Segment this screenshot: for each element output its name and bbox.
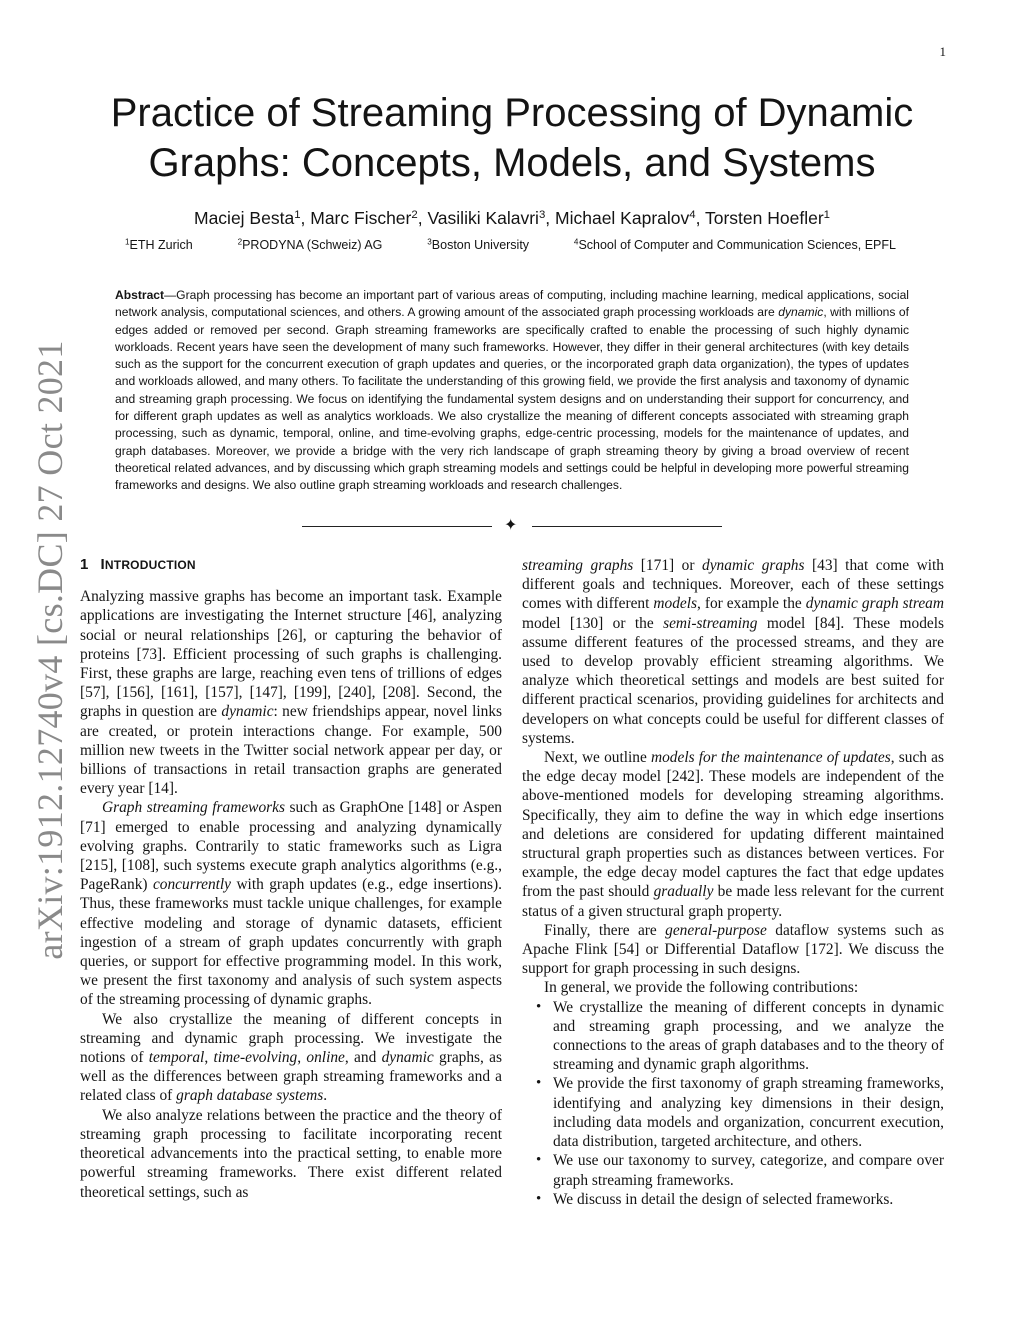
contribution-list bbox=[522, 998, 944, 1209]
text-run: , bbox=[297, 1049, 307, 1067]
text-run: Analyzing massive graphs has become an important task. Example applications are investigating the Internet structure [46], analyzing social or neural relationships [26], or capturing the behavior of proteins [73]. Efficient processing of such graphs is challenging. First, these graphs are large, reaching even tens of trillions of edges [57], [156], [161], [157], [147], [199], [240], [208]. Second, the graphs in question are bbox=[80, 588, 502, 721]
paper-title-line-2: Graphs: Concepts, Models, and Systems bbox=[148, 141, 876, 185]
author-name: Maciej Besta bbox=[194, 208, 295, 228]
emphasis: Graph streaming frameworks bbox=[102, 799, 285, 817]
text-run: be made less relevant for the current status of a given structural graph property. bbox=[522, 883, 944, 920]
emphasis: streaming graphs bbox=[522, 557, 634, 574]
emphasis: general-purpose bbox=[665, 921, 767, 939]
text-run: such as GraphOne [148] or Aspen [71] emerged to enable processing and analyzing dynamically evolving graphs. Contrarily to static frameworks such as Ligra [215], [108], such systems execute graph analytics algorithms (e.g., PageRank) bbox=[80, 799, 502, 894]
list-item: • We crystallize the meaning of different concepts in dynamic and streaming graph processing, and we analyze the connections to the areas of graph databases and to the theory of streaming and dynamic graph algorithms. bbox=[522, 998, 944, 1075]
affiliation-list bbox=[80, 238, 944, 252]
emphasis: dynamic bbox=[381, 1049, 434, 1067]
affiliation bbox=[125, 238, 193, 252]
paragraph bbox=[80, 1010, 502, 1106]
emphasis: gradually bbox=[653, 883, 714, 901]
right-column bbox=[522, 556, 944, 1209]
paragraph bbox=[522, 921, 944, 979]
emphasis: dynamic bbox=[221, 703, 274, 721]
author-name: Vasiliki Kalavri bbox=[427, 208, 539, 228]
author-affiliation-mark: 4 bbox=[689, 208, 696, 221]
text-run: , for example the bbox=[697, 595, 806, 613]
emphasis: models for the maintenance of updates bbox=[651, 749, 891, 767]
separator-rule-right bbox=[532, 526, 722, 527]
text-run: dataflow systems such as Apache Flink [54] or Differential Dataflow [172]. We discuss the support for graph processing in such designs. bbox=[522, 921, 945, 978]
affiliation bbox=[238, 238, 383, 252]
text-run: , bbox=[204, 1049, 214, 1067]
paragraph bbox=[522, 748, 944, 921]
arxiv-identifier-stamp: arXiv:1912.12740v4 [cs.DC] 27 Oct 2021 bbox=[30, 340, 70, 960]
author-list: Maciej Besta$^1$, Marc Fischer$^2$, Vasiliki Kalavri$^3$, Michael Kapralov$^4$, Torsten Hoefler$^1$ bbox=[194, 208, 830, 228]
paper-title bbox=[80, 88, 944, 188]
text-run: : new friendships appear, novel links are created, or protein interactions change. For example, 500 million new tweets in the Twitter social network appear per day, or billions of transactions in retail transaction graphs are generated every year [14]. bbox=[80, 703, 502, 798]
affiliation-mark: 2 bbox=[237, 237, 243, 247]
affiliation-name: ETH Zurich bbox=[129, 238, 193, 252]
section-title-initial: I bbox=[100, 556, 105, 573]
author-affiliation-mark: 1 bbox=[823, 208, 830, 221]
section-heading-introduction bbox=[80, 555, 502, 575]
affiliation-name: PRODYNA (Schweiz) AG bbox=[242, 238, 383, 252]
emphasis: concurrently bbox=[152, 876, 232, 894]
text-run: model [130] or the bbox=[522, 614, 664, 632]
text-run: model [84]. These models assume different features of the processed streams, and they are used to develop provably efficient streaming algorithms. We analyze which theoretical settings and models are best suited for different practical scenarios, providing guidelines for architects and developers on what concepts could be useful for different classes of systems. bbox=[522, 614, 944, 747]
affiliation bbox=[427, 238, 529, 252]
emphasis: dynamic graph stream bbox=[805, 595, 944, 613]
affiliation-mark: 4 bbox=[573, 237, 579, 247]
separator-diamond-icon: ✦ bbox=[504, 515, 518, 534]
emphasis: time-evolving bbox=[213, 1049, 298, 1067]
section-number: 1 bbox=[80, 556, 89, 573]
text-run: with graph updates (e.g., edge insertions). Thus, these frameworks must tackle unique challenges, for example effective modeling and storage of dynamic datasets, efficient ingestion of a stream of graph updates concurrently with graph queries, or support for effective programming model. In this work, we present the first taxonomy and analysis of such system aspects of the streaming processing of dynamic graphs. bbox=[80, 876, 502, 1009]
abstract-label: Abstract bbox=[115, 288, 165, 302]
emphasis: semi-streaming bbox=[663, 614, 758, 632]
separator-rule-left bbox=[302, 526, 492, 527]
emphasis: models bbox=[653, 595, 697, 613]
emphasis: temporal bbox=[148, 1049, 205, 1067]
paper-title-line-1: Practice of Streaming Processing of Dynamic bbox=[110, 91, 914, 135]
emphasis: dynamic graphs bbox=[702, 557, 805, 574]
affiliation-name: Boston University bbox=[431, 238, 530, 252]
text-run: , and bbox=[344, 1049, 382, 1067]
affiliation-name: School of Computer and Communication Sciences, EPFL bbox=[578, 238, 896, 252]
abstract-text: , with millions of edges added or removed per second. Graph streaming frameworks are specifically crafted to enable the processing of such highly dynamic workloads. Recent years have seen the development of many such frameworks. However, they differ in their general architectures (with key details such as the support for the concurrent execution of graph updates and queries, or the incorporated graph data organization), the types of updates and workloads allowed, and many others. To facilitate the understanding of this growing field, we provide the first analysis and taxonomy of dynamic and streaming graph processing. We focus on identifying the fundamental system designs and on understanding their support for concurrency, and for different graph updates as well as analytics workloads. We also crystallize the meaning of different concepts associated with streaming graph processing, such as dynamic, temporal, online, and time-evolving graphs, edge-centric processing, models for the maintenance of updates, and graph databases. Moreover, we provide a bridge with the very rich landscape of graph streaming theory by giving a broad overview of recent theoretical related advances, and by discussing which graph streaming models and settings could be helpful in developing more powerful streaming frameworks and designs. We also outline graph streaming workloads and research challenges. bbox=[115, 305, 909, 493]
author-name: Michael Kapralov bbox=[555, 208, 690, 228]
author-name: Marc Fischer bbox=[310, 208, 412, 228]
list-item: • We provide the first taxonomy of graph streaming frameworks, identifying and analyzing key dimensions in their design, including data models and organization, concurrent execution, data distribution, targeted architecture, and others. bbox=[522, 1074, 944, 1151]
page-number: 1 bbox=[939, 44, 946, 59]
affiliation-mark: 1 bbox=[125, 237, 130, 247]
text-run: [171] or bbox=[633, 557, 703, 574]
list-item: • We discuss in detail the design of selected frameworks. bbox=[522, 1190, 944, 1209]
emphasis: graph database systems bbox=[176, 1087, 324, 1105]
author-affiliation-mark: 1 bbox=[294, 208, 301, 221]
paragraph bbox=[80, 587, 502, 798]
text-run: We also crystallize the meaning of different concepts in streaming and dynamic graph processing. We investigate the notions of bbox=[80, 1010, 502, 1067]
abstract-text: Graph processing has become an important part of various areas of computing, including machine learning, medical applications, social network analysis, computational sciences, and others. A growing amount of the associated graph processing workloads are bbox=[115, 288, 909, 320]
author-name: Torsten Hoefler bbox=[705, 208, 824, 228]
list-item: • We use our taxonomy to survey, categorize, and compare over graph streaming frameworks. bbox=[522, 1151, 944, 1189]
emphasis: online bbox=[306, 1049, 345, 1067]
section-title-rest: NTRODUCTION bbox=[104, 558, 196, 572]
text-run: Next, we outline bbox=[544, 749, 651, 767]
author-affiliation-mark: 3 bbox=[538, 208, 546, 221]
paragraph bbox=[80, 798, 502, 1009]
text-run: [43] that come with different goals and techniques. Moreover, each of these settings comes with different bbox=[522, 557, 944, 613]
paragraph bbox=[522, 556, 944, 748]
paragraph: In general, we provide the following contributions: bbox=[544, 979, 859, 997]
affiliation bbox=[574, 238, 896, 252]
text-run: graphs, as well as the differences between graph streaming frameworks and a related class of bbox=[80, 1049, 503, 1105]
paragraph: We also analyze relations between the practice and the theory of streaming graph processing to facilitate incorporating recent theoretical advancements into the practical setting, to enable more powerful streaming frameworks. There exist different related theoretical settings, such as bbox=[80, 1106, 502, 1201]
affiliation-mark: 3 bbox=[427, 237, 432, 247]
abstract-emphasis: dynamic bbox=[778, 305, 824, 320]
abstract bbox=[115, 287, 909, 495]
section-separator bbox=[0, 517, 1024, 537]
author-affiliation-mark: 2 bbox=[411, 208, 418, 221]
abstract-dash: — bbox=[164, 288, 177, 302]
text-run: . bbox=[323, 1087, 328, 1105]
text-run: , such as the edge decay model [242]. These models are independent of the above-mentioned models for developing streaming algorithms. Specifically, they aim to define the way in which edge insertions and deletions are considered for updating different maintained structural graph properties such as distances between vertices. For example, the edge decay model captures the fact that edge updates from the past should bbox=[522, 749, 945, 901]
text-run: Finally, there are bbox=[544, 921, 666, 939]
left-column bbox=[80, 555, 502, 1202]
